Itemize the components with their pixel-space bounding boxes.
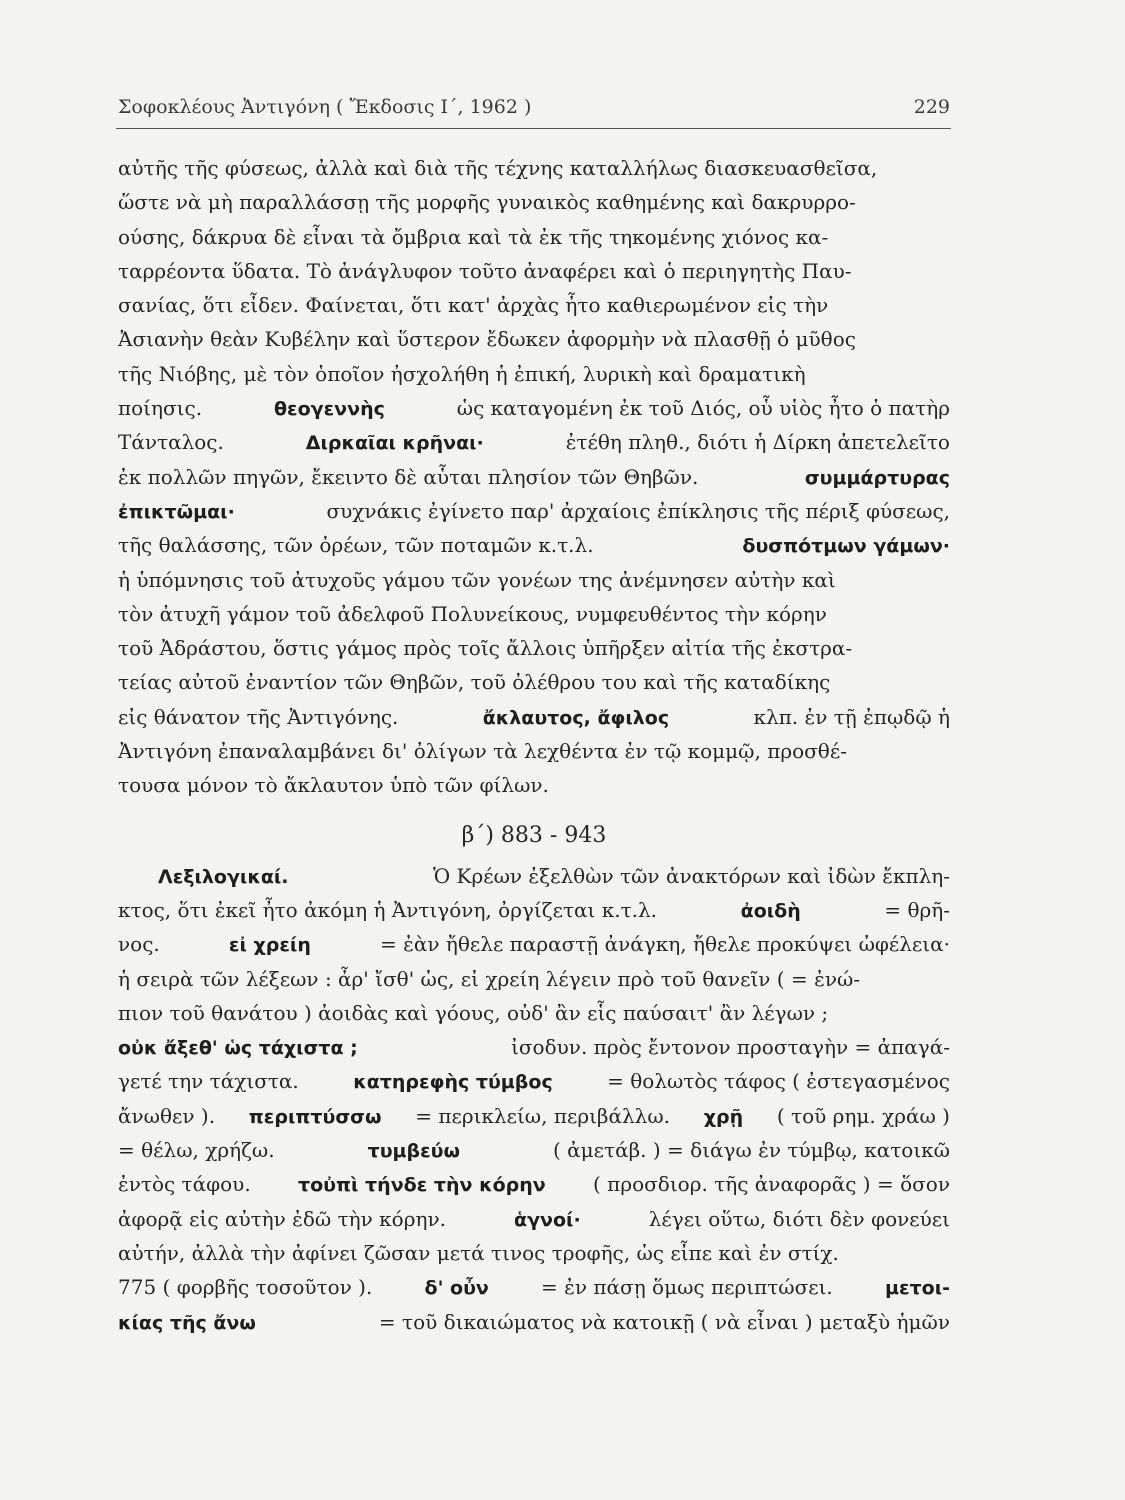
text-run: τὸν ἀτυχῆ γάμον τοῦ ἀδελφοῦ Πολυνείκους, νυμφευθέντος τὴν κόρην [118, 601, 827, 626]
lemma-term: δ' οὖν [424, 1277, 489, 1300]
commentary-part-1 [118, 156, 950, 808]
text-run: = ἐὰν ἤθελε παραστῇ ἀνάγκη, ἤθελε προκύψει ὠφέλεια· [380, 932, 950, 957]
text-run: ἀφορᾷ εἰς αὐτὴν ἐδῶ τὴν κόρην. [118, 1206, 446, 1231]
text-run: τῆς Νιόβης, μὲ τὸν ὁποῖον ἠσχολήθη ἡ ἐπική, λυρικὴ καὶ δραματικὴ [118, 361, 806, 386]
text-run: Ἀντιγόνη ἐπαναλαμβάνει δι' ὀλίγων τὰ λεχθέντα ἐν τῷ κομμῷ, προσθέ- [118, 739, 847, 764]
lemma-term: τυμβεύω [367, 1140, 461, 1163]
text-run: Τάνταλος. [118, 430, 224, 455]
lemma-term: Διρκαῖαι κρῆναι· [305, 432, 484, 455]
lemma-term: Λεξιλογικαί. [158, 865, 289, 888]
text-line [118, 225, 950, 259]
text-line [118, 967, 950, 1001]
lemma-term: ἁγνοί· [514, 1208, 581, 1231]
text-line [118, 1275, 950, 1309]
text-line [118, 1104, 950, 1138]
running-head-title: Σοφοκλέους Ἀντιγόνη ( Ἔκδοσις Ι΄, 1962 ) [118, 96, 532, 118]
text-run: Ὁ Κρέων ἐξελθὼν τῶν ἀνακτόρων καὶ ἰδὼν ἔκπλη- [432, 863, 950, 888]
text-run: σανίας, ὅτι εἶδεν. Φαίνεται, ὅτι κατ' ἀρχὰς ἦτο καθιερωμένον εἰς τὴν [118, 293, 829, 318]
text-run: ( τοῦ ρημ. χράω ) [776, 1103, 950, 1128]
text-line [118, 1241, 950, 1275]
text-run: 775 ( φορβῆς τοσοῦτον ). [118, 1275, 373, 1300]
text-run: τοῦ Ἀδράστου, ὅστις γάμος πρὸς τοῖς ἄλλοις ὑπῆρξεν αἰτία τῆς ἐκστρα- [118, 636, 853, 661]
text-run: κτος, ὅτι ἐκεῖ ἦτο ἀκόμη ἡ Ἀντιγόνη, ὀργίζεται κ.τ.λ. [118, 897, 658, 922]
lemma-term: τοὐπὶ τήνδε τὴν κόρην [297, 1174, 546, 1197]
lemma-term: ἐπικτῶμαι· [118, 500, 235, 523]
text-run: ἰσοδυν. πρὸς ἔντονον προσταγὴν = ἀπαγά- [511, 1035, 950, 1060]
text-run: ποίησις. [118, 396, 203, 421]
header-rule [116, 128, 951, 129]
text-line [118, 670, 950, 704]
text-line [118, 898, 950, 932]
text-run: = ἐν πάσῃ ὅμως περιπτώσει. [541, 1275, 833, 1300]
text-run: τῆς θαλάσσης, τῶν ὀρέων, τῶν ποταμῶν κ.τ.λ. [118, 533, 594, 558]
text-line [118, 156, 950, 190]
lemma-term: συμμάρτυρας [804, 466, 950, 489]
running-head [118, 96, 950, 118]
text-line [118, 362, 950, 396]
lemma-term: εἰ χρείη [228, 934, 311, 957]
text-line [118, 293, 950, 327]
text-run: πιον τοῦ θανάτου ) ἀοιδὰς καὶ γόους, οὐδ' ἂν εἷς παύσαιτ' ἂν λέγων ; [118, 1000, 829, 1025]
text-line [118, 1172, 950, 1206]
text-run: ἐντὸς τάφου. [118, 1172, 251, 1197]
text-run: αὐτῆς τῆς φύσεως, ἀλλὰ καὶ διὰ τῆς τέχνης καταλλήλως διασκευασθεῖσα, [118, 156, 878, 180]
text-line [118, 430, 950, 464]
text-run: ἡ σειρὰ τῶν λέξεων : ἆρ' ἴσθ' ὡς, εἰ χρείη λέγειν πρὸ τοῦ θανεῖν ( = ἐνώ- [118, 966, 861, 991]
lemma-term: κατηρεφὴς τύμβος [353, 1071, 553, 1094]
text-run: γετέ την τάχιστα. [118, 1069, 299, 1094]
text-line [118, 1001, 950, 1035]
text-run: ὡς καταγομένη ἐκ τοῦ Διός, οὗ υἱὸς ἦτο ὁ πατὴρ [456, 396, 950, 421]
section-heading: β΄) 883 - 943 [461, 823, 607, 849]
text-line [118, 396, 950, 430]
text-run: ούσης, δάκρυα δὲ εἶναι τὰ ὄμβρια καὶ τὰ ἐκ τῆς τηκομένης χιόνος κα- [118, 224, 829, 249]
text-line [118, 568, 950, 602]
text-line [118, 499, 950, 533]
text-line [118, 636, 950, 670]
text-run: = περικλείω, περιβάλλω. [415, 1103, 671, 1128]
lemma-term: οὐκ ἄξεθ' ὡς τάχιστα ; [118, 1037, 358, 1060]
text-run: ( προσδιορ. τῆς ἀναφορᾶς ) = ὅσον [593, 1172, 950, 1197]
text-run: Ἀσιανὴν θεὰν Κυβέλην καὶ ὕστερον ἔδωκεν ἀφορμὴν νὰ πλασθῇ ὁ μῦθος [118, 327, 856, 352]
text-run: ἐκ πολλῶν πηγῶν, ἔκειντο δὲ αὗται πλησίον τῶν Θηβῶν. [118, 464, 699, 489]
lemma-term: κίας τῆς ἄνω [118, 1311, 256, 1334]
text-line [118, 1207, 950, 1241]
text-run: ὥστε νὰ μὴ παραλλάσσῃ τῆς μορφῆς γυναικὸς καθημένης καὶ δακρυρρο- [118, 190, 856, 215]
text-run: τουσα μόνον τὸ ἄκλαυτον ὑπὸ τῶν φίλων. [118, 773, 549, 798]
text-run: αὐτήν, ἀλλὰ τὴν ἀφίνει ζῶσαν μετά τινος τροφῆς, ὡς εἶπε καὶ ἐν στίχ. [118, 1240, 839, 1265]
text-line [118, 1310, 950, 1344]
page-number: 229 [913, 96, 950, 118]
text-run: λέγει οὕτω, διότι δὲν φονεύει [648, 1206, 950, 1231]
text-line [118, 864, 950, 898]
text-run: εἰς θάνατον τῆς Ἀντιγόνης. [118, 704, 399, 729]
lemma-term: δυσπότμων γάμων· [742, 535, 950, 558]
lemma-term: θεογεννὴς [273, 398, 385, 421]
text-run: ἐτέθη πληθ., διότι ἡ Δίρκη ἀπετελεῖτο [565, 430, 950, 455]
text-line [118, 1069, 950, 1103]
text-run: κλπ. ἐν τῇ ἐπῳδῷ ἡ [753, 704, 950, 729]
text-run: συχνάκις ἐγίνετο παρ' ἀρχαίοις ἐπίκλησις τῆς πέριξ φύσεως, [326, 498, 950, 523]
text-run: νος. [118, 932, 160, 957]
lemma-term: ἄκλαυτος, ἄφιλος [482, 706, 670, 729]
text-line [118, 533, 950, 567]
commentary-part-2 [118, 864, 950, 1344]
text-line [118, 327, 950, 361]
text-run: = τοῦ δικαιώματος νὰ κατοικῇ ( νὰ εἶναι ) μεταξὺ ἡμῶν [378, 1309, 950, 1334]
text-run: = θρῆ- [884, 897, 950, 922]
text-run: τείας αὐτοῦ ἐναντίον τῶν Θηβῶν, τοῦ ὀλέθρου του καὶ τῆς καταδίκης [118, 670, 831, 695]
lemma-term: χρῇ [703, 1105, 744, 1128]
text-run: = θέλω, χρήζω. [118, 1138, 275, 1163]
text-line [118, 465, 950, 499]
text-run: ( ἀμετάβ. ) = διάγω ἐν τύμβῳ, κατοικῶ [553, 1138, 950, 1163]
text-line [118, 932, 950, 966]
lemma-term: ἀοιδὴ [740, 899, 801, 922]
text-line [118, 259, 950, 293]
text-line [118, 1035, 950, 1069]
text-line [118, 739, 950, 773]
lemma-term: μετοι- [884, 1277, 950, 1300]
body-text [118, 156, 950, 1344]
text-line [118, 190, 950, 224]
text-line [118, 773, 950, 807]
lemma-term: περιπτύσσω [248, 1105, 382, 1128]
text-line [118, 1138, 950, 1172]
text-run: ἡ ὑπόμνησις τοῦ ἀτυχοῦς γάμου τῶν γονέων της ἀνέμνησεν αὐτὴν καὶ [118, 567, 836, 592]
text-run: ταρρέοντα ὕδατα. Τὸ ἀνάγλυφον τοῦτο ἀναφέρει καὶ ὁ περιηγητὴς Παυ- [118, 258, 852, 283]
text-line [118, 705, 950, 739]
text-run: = θολωτὸς τάφος ( ἐστεγασμένος [607, 1069, 950, 1094]
text-run: ἄνωθεν ). [118, 1103, 216, 1128]
text-line [118, 602, 950, 636]
